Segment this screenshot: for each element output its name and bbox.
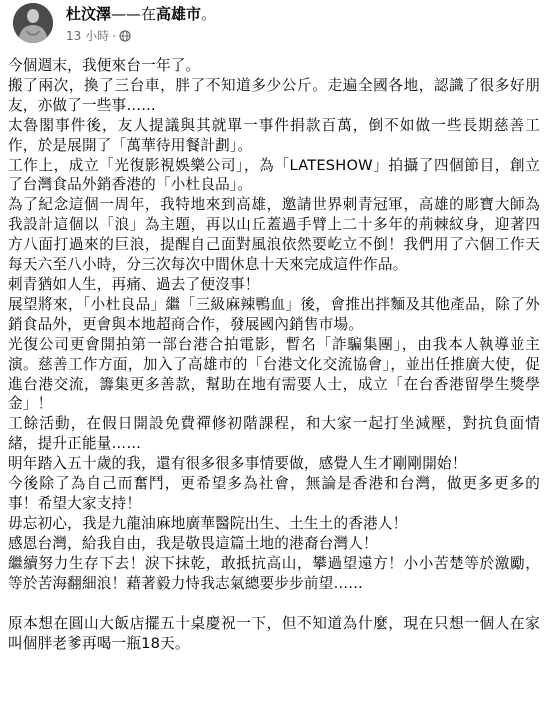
post-timestamp[interactable]: 13 小時	[66, 29, 110, 43]
post-paragraph: 今後除了為自己而奮鬥，更希望多為社會，無論是香港和台灣，做更多更多的事！希望大家支持！	[8, 475, 540, 512]
post-closing-paragraph: 原本想在圓山大飯店擺五十桌慶祝一下，但不知道為什麼，現在只想一個人在家叫個胖老爹再喝一瓶18天。	[8, 615, 540, 653]
author-dash: ——	[111, 5, 142, 23]
post-header	[13, 3, 538, 47]
location-prefix: 在	[141, 5, 157, 23]
author-avatar[interactable]	[13, 3, 53, 43]
author-name[interactable]: 杜汶澤	[66, 5, 112, 23]
location-suffix: 。	[201, 5, 217, 23]
post-paragraph: 太魯閣事件後，友人提議與其就單一事件捐款百萬，倒不如做一些長期慈善工作，於是展開了「萬華待用餐計劃」。	[8, 116, 540, 154]
post-paragraph: 感恩台灣，給我自由，我是敬畏這篇土地的港裔台灣人！	[8, 534, 378, 552]
post-paragraph: 搬了兩次，換了三台車，胖了不知道多少公斤。走遍全國各地，認識了很多好朋友，亦做了一些事……	[8, 76, 540, 114]
post-paragraph: 明年踏入五十歲的我，還有很多很多事情要做，感覺人生才剛剛開始！	[8, 455, 467, 473]
post-paragraph: 今個週末，我便來台一年了。	[8, 57, 201, 74]
post-paragraph: 工作上，成立「光復影視娛樂公司」，為「LATESHOW」拍攝了四個節目，創立了台灣食品外銷香港的「小杜良品」。	[8, 156, 540, 194]
post-text	[8, 56, 540, 654]
post-paragraph: 毋忘初心，我是九龍油麻地廣華醫院出生、土生土的香港人！	[8, 514, 408, 532]
post-paragraph: 繼續努力生存下去！淚下抹乾，敢抵抗高山，攀過望遠方！小小苦楚等於激勵，等於苦海翻細浪！藉著毅力恃我志氣總要步步前望……	[8, 554, 540, 592]
post-paragraph: 刺青猶如人生，再痛、過去了便沒事！	[8, 275, 260, 293]
post-paragraph: 工餘活動，在假日開設免費禪修初階課程，和大家一起打坐減壓，對抗負面情緒，提升正能量……	[8, 415, 540, 453]
post-paragraph: 為了紀念這個一周年，我特地來到高雄，邀請世界刺青冠軍，高雄的彫寶大師為我設計這個以「浪」為主題，再以山丘蓋過手臂上二十多年的荊棘紋身，迎著四方八面打過來的巨浪，提醒自己面對風浪依然要屹立不倒！我們用了六個工作天每天六至八小時，分三次每次中間休息十天來完成這件作品。	[8, 196, 540, 274]
post-paragraph: 展望將來，「小杜良品」繼「三級麻辣鴨血」後，會推出拌麵及其他產品，除了外銷食品外，更會與本地超商合作，發展國內銷售市場。	[8, 295, 540, 333]
meta-separator: ·	[112, 29, 116, 43]
post-meta	[66, 28, 131, 46]
author-line	[66, 4, 216, 24]
avatar-photo-icon	[13, 3, 53, 43]
post-paragraph: 光復公司更會開拍第一部台港合拍電影，暫名「詐騙集團」，由我本人執導並主演。慈善工作方面，加入了高雄市的「台港文化交流協會」，並出任推廣大使，促進台港交流，籌集更多善款，幫助在地有需要人士，成立「在台香港留學生獎學金」！	[8, 335, 540, 413]
globe-icon[interactable]	[119, 30, 131, 46]
location-link[interactable]: 高雄市	[156, 5, 202, 23]
